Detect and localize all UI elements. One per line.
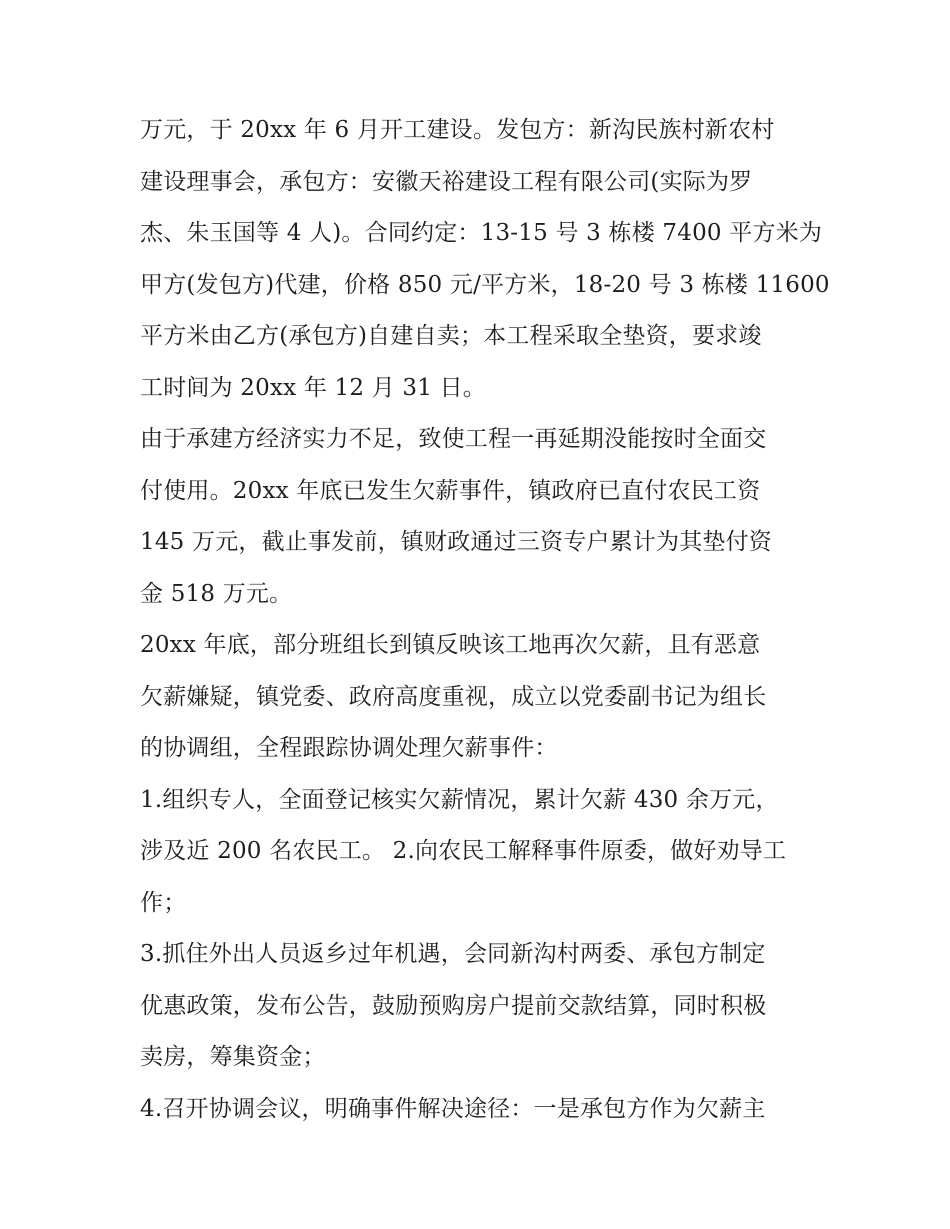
text-line: 金 518 万元。 (140, 580, 293, 607)
text-line: 甲方(发包方)代建，价格 850 元/平方米，18-20 号 3 栋楼 11600 (140, 271, 830, 298)
text-line: 杰、朱玉国等 4 人)。合同约定：13-15 号 3 栋楼 7400 平方米为 (140, 220, 823, 246)
text-line: 20xx 年底，部分班组长到镇反映该工地再次欠薪，且有恶意 (140, 632, 761, 658)
text-line: 作； (140, 889, 187, 916)
text-line: 1.组织专人，全面登记核实欠薪情况，累计欠薪 430 余万元， (140, 786, 779, 813)
text-line: 卖房，筹集资金； (140, 1044, 326, 1070)
text-line: 3.抓住外出人员返乡过年机遇，会同新沟村两委、承包方制定 (140, 941, 766, 967)
text-line: 由于承建方经济实力不足，致使工程一再延期没能按时全面交 (140, 426, 767, 452)
text-line: 付使用。20xx 年底已发生欠薪事件，镇政府已直付农民工资 (140, 477, 761, 504)
text-line: 4.召开协调会议，明确事件解决途径：一是承包方作为欠薪主 (140, 1095, 766, 1122)
text-line: 的协调组，全程跟踪协调处理欠薪事件： (140, 735, 558, 761)
text-line: 涉及近 200 名农民工。 2.向农民工解释事件原委，做好劝导工 (140, 838, 787, 864)
text-line: 万元，于 20xx 年 6 月开工建设。发包方：新沟民族村新农村 (140, 117, 775, 143)
text-line: 优惠政策，发布公告，鼓励预购房户提前交款结算，同时积极 (140, 992, 767, 1019)
document-body (140, 105, 830, 1135)
text-line: 工时间为 20xx 年 12 月 31 日。 (140, 374, 487, 401)
text-line: 平方米由乙方(承包方)自建自卖；本工程采取全垫资，要求竣 (140, 323, 762, 349)
text-line: 145 万元，截止事发前，镇财政通过三资专户累计为其垫付资 (140, 529, 773, 555)
text-line: 建设理事会，承包方：安徽天裕建设工程有限公司(实际为罗 (140, 168, 753, 195)
text-line: 欠薪嫌疑，镇党委、政府高度重视，成立以党委副书记为组长 (140, 683, 767, 710)
